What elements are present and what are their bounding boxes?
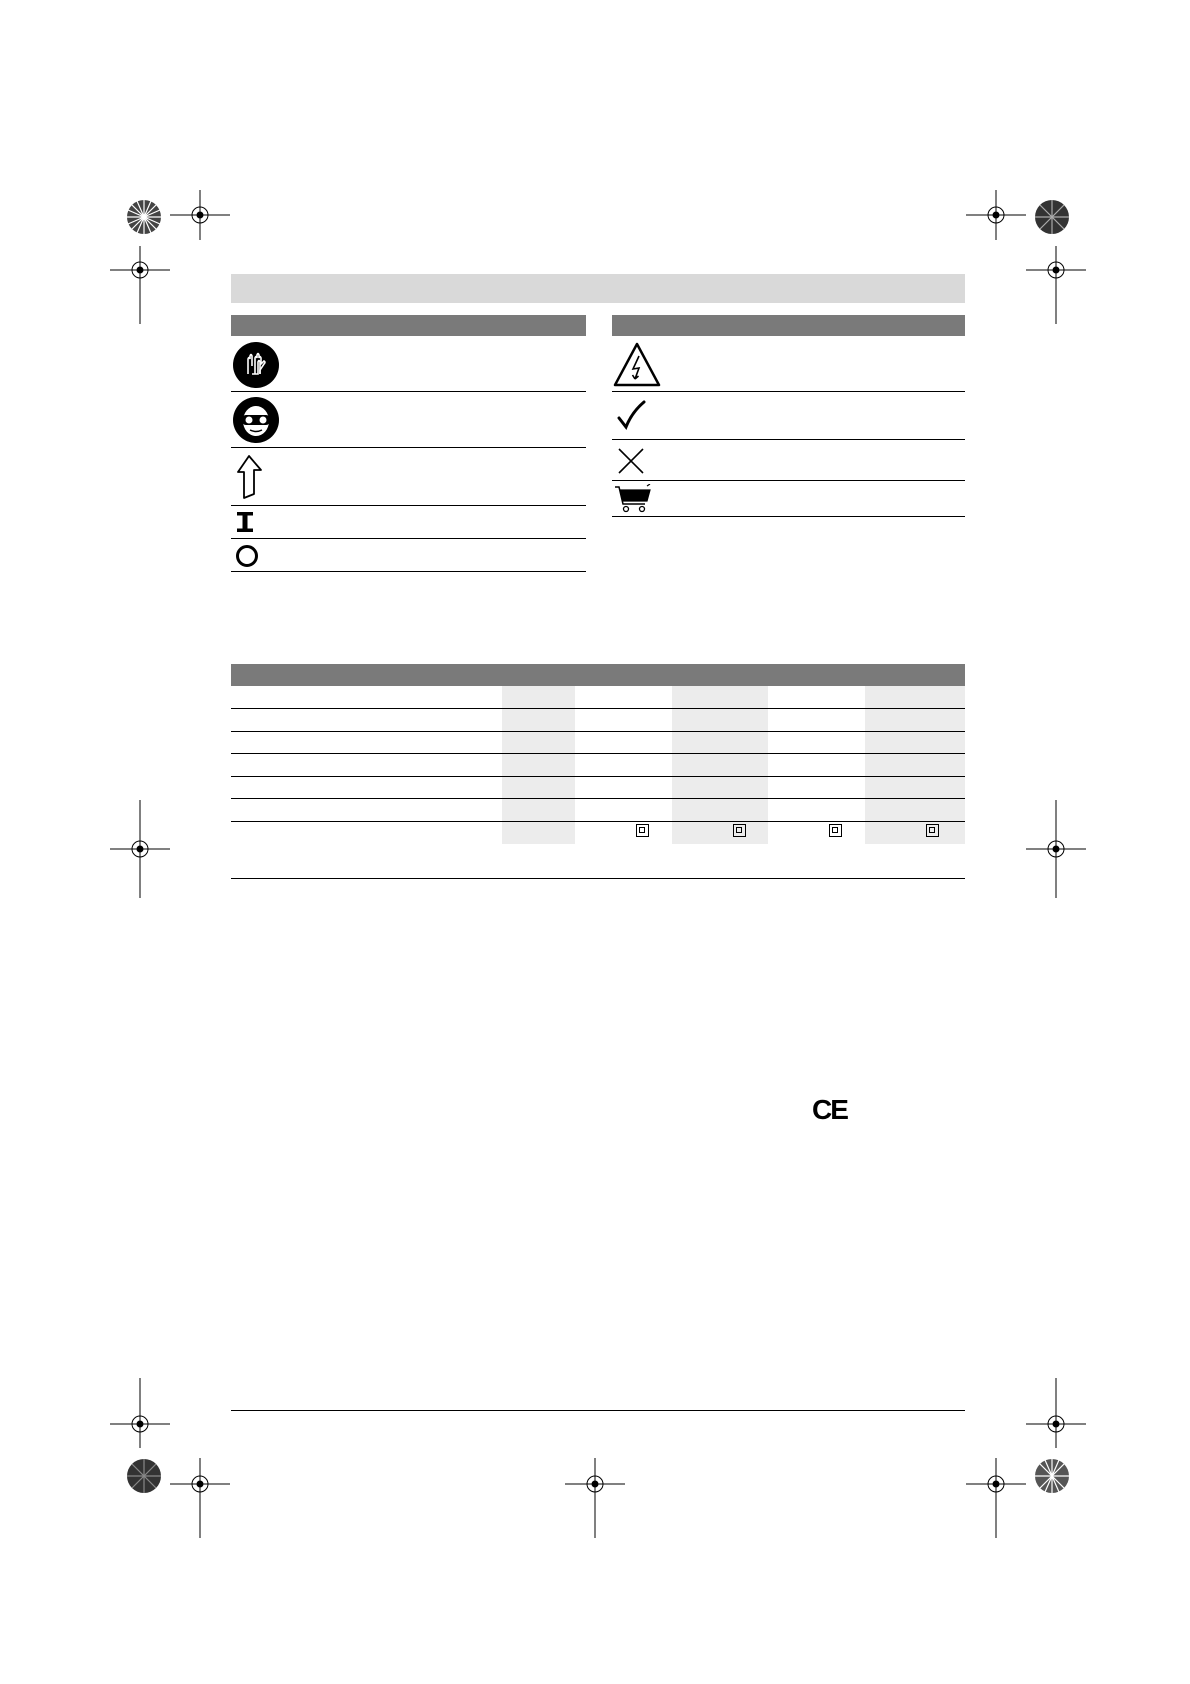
class-ii-insulation-icon [636,824,649,837]
crosshair-mark-bottom-center [565,1458,625,1538]
shopping-cart-icon [614,484,652,519]
table-row-rule [231,821,965,822]
symbols-right-header [612,315,965,336]
symbols-left-header [231,315,586,336]
table-row-rule [231,731,965,732]
electric-hazard-icon [612,341,662,394]
symbol-row-direction-arrow [231,448,586,506]
crosshair-mark-bottom-right-1 [966,1458,1026,1538]
cross-icon [616,446,646,481]
symbol-row-electric-hazard [612,336,965,392]
table-row-rule [231,753,965,754]
registration-rose-top-left [126,199,162,235]
off-switch-icon [235,544,259,573]
crosshair-mark-bottom-right-2 [1026,1378,1086,1448]
crosshair-mark-top-left-1 [170,190,230,240]
symbol-row-safety-goggles [231,392,586,448]
table-bottom-rule [231,878,965,879]
crosshair-mark-bottom-left-1 [110,1378,170,1448]
symbol-row-accessories [612,481,965,517]
registration-rose-bottom-right [1034,1458,1070,1494]
crosshair-mark-mid-left [110,800,170,898]
symbol-row-checkmark [612,392,965,440]
symbol-row-cross [612,440,965,481]
arrow-up-icon [235,454,267,505]
footer-rule [231,1410,965,1411]
crosshair-mark-bottom-left-2 [170,1458,230,1538]
crosshair-mark-top-left-2 [110,246,170,324]
table-header [231,664,965,686]
on-switch-icon [235,511,255,538]
symbol-row-on-switch [231,506,586,539]
crosshair-mark-top-right-2 [1026,246,1086,324]
table-row-rule [231,798,965,799]
class-ii-insulation-icon [733,824,746,837]
gloves-icon [233,342,279,393]
class-ii-insulation-icon [926,824,939,837]
safety-goggles-icon [233,397,279,448]
ce-mark: CE [812,1094,847,1125]
class-ii-insulation-icon [829,824,842,837]
page-header-band [231,274,965,303]
symbol-row-gloves [231,336,586,392]
registration-rose-bottom-left [126,1458,162,1494]
crosshair-mark-top-right-1 [966,190,1026,240]
symbol-row-off-switch [231,539,586,572]
crosshair-mark-mid-right [1026,800,1086,898]
table-row-rule [231,776,965,777]
registration-rose-top-right [1034,199,1070,235]
table-row-rule [231,708,965,709]
checkmark-icon [616,400,648,437]
